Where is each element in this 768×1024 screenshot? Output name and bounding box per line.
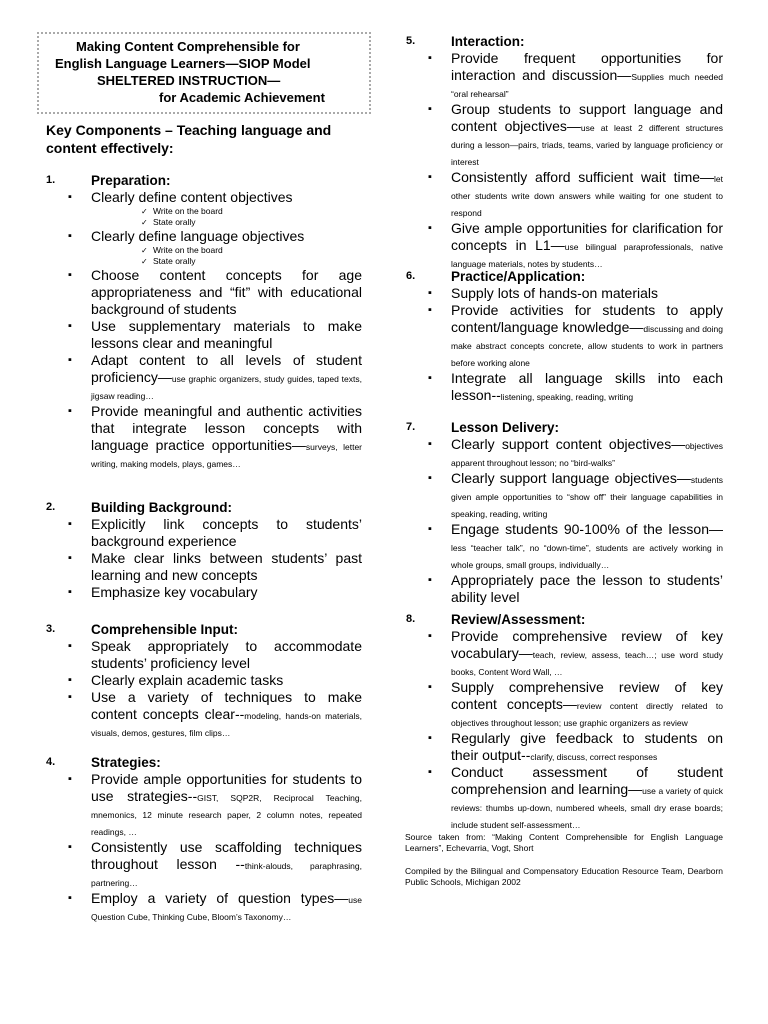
- bullet-list: [406, 628, 723, 832]
- item-text: Clearly explain academic tasks: [91, 672, 284, 688]
- item-note: listening, speaking, reading, writing: [500, 392, 634, 402]
- item-note: students given ample opportunities to “show off” their language capabilities in speaking, reading, writing: [451, 475, 723, 519]
- section-heading: [46, 499, 362, 516]
- list-item: [46, 189, 362, 228]
- item-text: Clearly define content objectives: [91, 189, 293, 205]
- section-heading: [406, 268, 723, 285]
- item-note: less “teacher talk”, no “down-time”, students are actively working in whole groups, small groups, individually…: [451, 543, 723, 570]
- list-item: [46, 352, 362, 403]
- section-number: 1.: [46, 174, 56, 186]
- section-heading: [406, 611, 723, 628]
- bullet-list: [406, 50, 723, 271]
- list-item: [46, 890, 362, 924]
- list-item: [46, 638, 362, 672]
- list-item: [406, 628, 723, 679]
- item-text: Consistently use scaffolding techniques throughout lesson --: [91, 839, 362, 872]
- item-text: Explicitly link concepts to students’ background experience: [91, 516, 362, 549]
- item-text: Clearly support language objectives—: [451, 470, 691, 486]
- item-text: Supply lots of hands-on materials: [451, 285, 658, 301]
- section-heading: [406, 33, 723, 50]
- section-number: 5.: [406, 35, 416, 47]
- list-item: [406, 521, 723, 572]
- item-text: Speak appropriately to accommodate students’ proficiency level: [91, 638, 362, 671]
- list-item: [46, 550, 362, 584]
- item-text: Choose content concepts for age appropriateness and “fit” with educational background of students: [91, 267, 362, 317]
- section-8: [406, 611, 723, 832]
- tick-item: ✓ State orally: [141, 217, 362, 228]
- section-number: 4.: [46, 756, 56, 768]
- item-note: think-alouds, paraphrasing, partnering…: [91, 861, 362, 888]
- section-heading: [46, 172, 362, 189]
- item-note: let other students write down answers while waiting for one student to respond: [451, 174, 723, 218]
- item-text: Integrate all language skills into each lesson--: [451, 370, 723, 403]
- section-title: Preparation:: [91, 173, 171, 188]
- list-item: [406, 470, 723, 521]
- item-note: use a variety of quick reviews: thumbs up-down, numbered wheels, small dry erase boards; include student self-assessment…: [451, 786, 723, 830]
- item-note: Supplies much needed “oral rehearsal”: [451, 72, 723, 99]
- item-note: objectives apparent throughout lesson; no “bird-walks”: [451, 441, 723, 468]
- item-text: Give ample opportunities for clarification for concepts in L1—: [451, 220, 723, 253]
- list-item: [406, 572, 723, 606]
- item-text: Adapt content to all levels of student proficiency—: [91, 352, 362, 385]
- bullet-list: [406, 285, 723, 404]
- item-note: use bilingual paraprofessionals, native language materials, notes by students…: [451, 242, 723, 269]
- item-note: use at least 2 different structures during a lesson—pairs, triads, teams, varied by language proficiency or interest: [451, 123, 723, 167]
- list-item: [406, 764, 723, 832]
- item-text: Engage students 90-100% of the lesson—: [451, 521, 723, 537]
- title-line-1: Making Content Comprehensible for: [76, 39, 300, 54]
- item-text: Emphasize key vocabulary: [91, 584, 258, 600]
- tick-item: ✓ Write on the board: [141, 206, 362, 217]
- list-item: [46, 839, 362, 890]
- section-number: 7.: [406, 421, 416, 433]
- list-item: [406, 50, 723, 101]
- section-number: 6.: [406, 270, 416, 282]
- list-item: [406, 169, 723, 220]
- title-line-4: for Academic Achievement: [159, 90, 325, 105]
- item-text: Consistently afford sufficient wait time—: [451, 169, 715, 185]
- item-text: Clearly define language objectives: [91, 228, 305, 244]
- list-item: [406, 679, 723, 730]
- list-item: [46, 403, 362, 471]
- section-4: [46, 754, 362, 924]
- section-title: Practice/Application:: [451, 269, 586, 284]
- section-3: [46, 621, 362, 740]
- list-item: [46, 672, 362, 689]
- item-note: review content directly related to objectives throughout lesson; use graphic organizers as review: [451, 701, 723, 728]
- section-5: [406, 33, 723, 271]
- list-item: [406, 220, 723, 271]
- section-title: Building Background:: [91, 500, 232, 515]
- list-item: [46, 516, 362, 550]
- item-note: use graphic organizers, study guides, taped texts, jigsaw reading…: [91, 374, 362, 401]
- section-title: Comprehensible Input:: [91, 622, 239, 637]
- item-text: Supply comprehensive review of key content concepts—: [451, 679, 723, 712]
- list-item: [46, 689, 362, 740]
- bullet-list: [46, 638, 362, 740]
- section-heading: [46, 754, 362, 771]
- list-item: [406, 302, 723, 370]
- bullet-list: [46, 516, 362, 601]
- bullet-list: [46, 771, 362, 924]
- item-text: Use a variety of techniques to make content concepts clear--: [91, 689, 362, 722]
- item-note: discussing and doing make abstract concepts concrete, allow students to work in partners before working alone: [451, 324, 723, 368]
- section-number: 2.: [46, 501, 56, 513]
- tick-list: [91, 245, 362, 267]
- item-note: teach, review, assess, teach…; use word study books, Content Word Wall, …: [451, 650, 723, 677]
- list-item: [46, 228, 362, 267]
- item-text: Regularly give feedback to students on their output--: [451, 730, 723, 763]
- list-item: [46, 318, 362, 352]
- list-item: [406, 730, 723, 764]
- section-title: Review/Assessment:: [451, 612, 586, 627]
- item-text: Group students to support language and content objectives—: [451, 101, 723, 134]
- list-item: [46, 771, 362, 839]
- section-number: 3.: [46, 623, 56, 635]
- section-2: [46, 499, 362, 601]
- section-heading: [46, 621, 362, 638]
- section-number: 8.: [406, 613, 416, 625]
- item-text: Use supplementary materials to make lessons clear and meaningful: [91, 318, 362, 351]
- section-title: Strategies:: [91, 755, 161, 770]
- title-line-3: SHELTERED INSTRUCTION—: [97, 73, 281, 88]
- item-note: surveys, letter writing, making models, plays, games…: [91, 442, 362, 469]
- list-item: [46, 584, 362, 601]
- key-components-heading: Key Components – Teaching language and content effectively:: [46, 122, 332, 156]
- item-text: Provide ample opportunities for students to use strategies--: [91, 771, 362, 804]
- source-note: Source taken from: “Making Content Comprehensible for English Language Learners”, Echevarria, Vogt, Short: [405, 832, 723, 853]
- item-note: modeling, hands-on materials, visuals, demos, gestures, film clips…: [91, 711, 362, 738]
- item-text: Conduct assessment of student comprehension and learning—: [451, 764, 723, 797]
- bullet-list: [406, 436, 723, 606]
- list-item: [46, 267, 362, 318]
- section-6: [406, 268, 723, 404]
- section-title: Lesson Delivery:: [451, 420, 560, 435]
- list-item: [406, 285, 723, 302]
- tick-item: ✓ Write on the board: [141, 245, 362, 256]
- list-item: [406, 101, 723, 169]
- list-item: [406, 436, 723, 470]
- item-text: Employ a variety of question types—: [91, 890, 349, 906]
- item-text: Provide activities for students to apply content/language knowledge—: [451, 302, 723, 335]
- bullet-list: [46, 189, 362, 471]
- section-heading: [406, 419, 723, 436]
- tick-list: [91, 206, 362, 228]
- section-7: [406, 419, 723, 606]
- item-text: Provide frequent opportunities for interaction and discussion—: [451, 50, 723, 83]
- section-title: Interaction:: [451, 34, 525, 49]
- item-text: Clearly support content objectives—: [451, 436, 686, 452]
- item-note: use Question Cube, Thinking Cube, Bloom’s Taxonomy…: [91, 895, 362, 922]
- list-item: [406, 370, 723, 404]
- compiled-note: Compiled by the Bilingual and Compensatory Education Resource Team, Dearborn Public Schools, Michigan 2002: [405, 866, 723, 887]
- item-note: GIST, SQP2R, Reciprocal Teaching, mnemonics, 12 minute research paper, 2 column notes, repeated readings, …: [91, 793, 363, 837]
- item-text: Make clear links between students’ past learning and new concepts: [91, 550, 362, 583]
- item-text: Provide meaningful and authentic activities that integrate lesson concepts with language practice opportunities—: [91, 403, 362, 453]
- item-text: Appropriately pace the lesson to students’ ability level: [451, 572, 723, 605]
- title-box: [37, 32, 371, 114]
- item-text: Provide comprehensive review of key vocabulary—: [451, 628, 723, 661]
- tick-item: ✓ State orally: [141, 256, 362, 267]
- item-note: clarify, discuss, correct responses: [530, 752, 658, 762]
- section-1: [46, 172, 362, 471]
- title-line-2: English Language Learners—SIOP Model: [55, 56, 311, 71]
